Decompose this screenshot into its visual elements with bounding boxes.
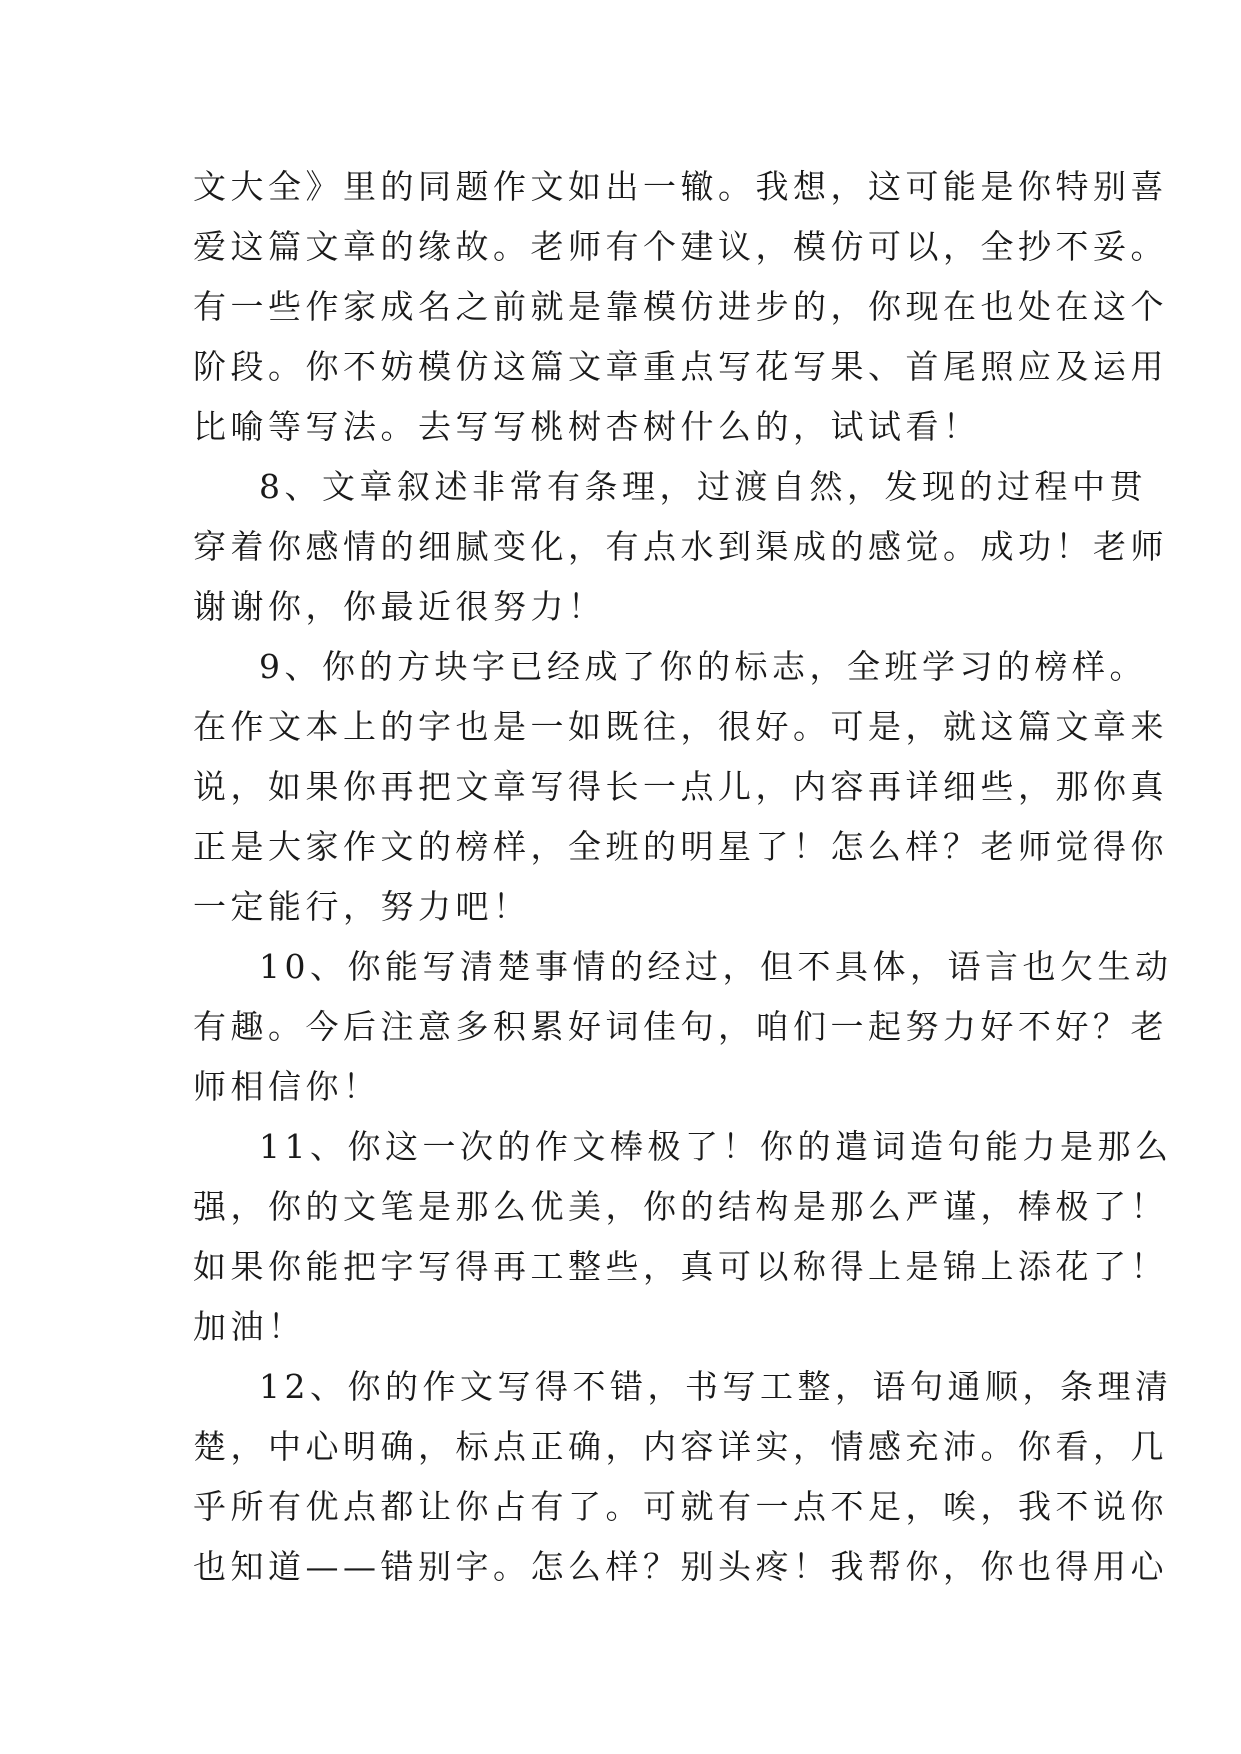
text-line: 比喻等写法。去写写桃树杏树什么的，试试看！ [193, 407, 981, 446]
paragraph-11 [193, 1117, 1173, 1357]
text-line: 穿着你感情的细腻变化，有点水到渠成的感觉。成功！老师 [193, 527, 1168, 566]
text-line: 谢谢你，你最近很努力！ [193, 587, 606, 626]
text-line: 乎所有优点都让你占有了。可就有一点不足，唉，我不说你 [193, 1487, 1168, 1526]
text-line: 也知道——错别字。怎么样？别头疼！我帮你，你也得用心 [193, 1547, 1168, 1586]
text-line: 如果你能把字写得再工整些，真可以称得上是锦上添花了！ [193, 1247, 1168, 1286]
text-line: 在作文本上的字也是一如既往，很好。可是，就这篇文章来 [193, 707, 1168, 746]
paragraph-7-continued [193, 157, 1168, 457]
text-line: 加油！ [193, 1307, 306, 1346]
text-line: 师相信你！ [193, 1067, 381, 1106]
text-line: 强，你的文笔是那么优美，你的结构是那么严谨，棒极了！ [193, 1187, 1168, 1226]
text-line: 10、你能写清楚事情的经过，但不具体，语言也欠生动 [259, 947, 1173, 986]
text-line: 有一些作家成名之前就是靠模仿进步的，你现在也处在这个 [193, 287, 1168, 326]
paragraph-8 [193, 457, 1168, 637]
text-line: 11、你这一次的作文棒极了！你的遣词造句能力是那么 [259, 1127, 1173, 1166]
text-line: 爱这篇文章的缘故。老师有个建议，模仿可以，全抄不妥。 [193, 227, 1168, 266]
text-line: 一定能行，努力吧！ [193, 887, 531, 926]
text-line: 文大全》里的同题作文如出一辙。我想，这可能是你特别喜 [193, 167, 1168, 206]
text-line: 说，如果你再把文章写得长一点儿，内容再详细些，那你真 [193, 767, 1168, 806]
text-line: 正是大家作文的榜样，全班的明星了！怎么样？老师觉得你 [193, 827, 1168, 866]
body-text [193, 157, 1173, 1597]
paragraph-9 [193, 637, 1168, 937]
text-line: 9、你的方块字已经成了你的标志，全班学习的榜样。 [259, 647, 1147, 686]
text-line: 12、你的作文写得不错，书写工整，语句通顺，条理清 [259, 1367, 1173, 1406]
paragraph-12 [193, 1357, 1173, 1597]
text-line: 阶段。你不妨模仿这篇文章重点写花写果、首尾照应及运用 [193, 347, 1168, 386]
text-line: 楚，中心明确，标点正确，内容详实，情感充沛。你看，几 [193, 1427, 1168, 1466]
text-line: 有趣。今后注意多积累好词佳句，咱们一起努力好不好？老 [193, 1007, 1168, 1046]
text-line: 8、文章叙述非常有条理，过渡自然，发现的过程中贯 [259, 467, 1147, 506]
paragraph-10 [193, 937, 1173, 1117]
